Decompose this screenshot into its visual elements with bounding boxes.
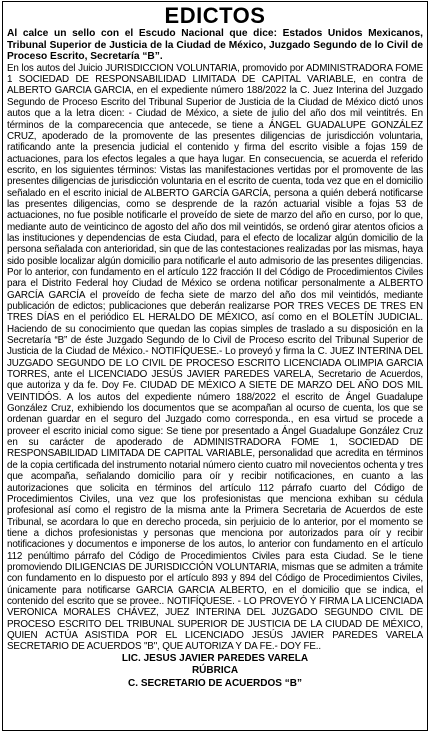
notice-heading: Al calce un sello con el Escudo Nacional que dice: Estados Unidos Mexicanos, Tribunal Superior de Justicia de la Ciudad de México, Juzgado Segundo de lo Civil de Proceso Escrito, Secretaría “B”.: [7, 28, 423, 63]
notice-title: EDICTOS: [164, 3, 266, 28]
legal-notice: [2, 1, 428, 731]
signature-mark: RÚBRICA: [191, 665, 239, 677]
signature-title: C. SECRETARIO DE ACUERDOS “B”: [128, 677, 302, 689]
signature-name: LIC. JESUS JAVIER PAREDES VARELA: [121, 652, 309, 664]
notice-body: En los autos del Juicio JURISDICCION VOLUNTARIA, promovido por ADMINISTRADORA FOME 1 SOCIEDAD DE RESPONSABILIDAD LIMITADA DE CAPITAL VARIABLE, en contra de ALBERTO GARCIA GARCIA, en el expediente número 188/2022 la C. Juez Interina del Juzgado Segundo de Proceso Escrito del Tribunal Superior de Justicia de la Ciudad de México dictó unos autos que a la letra dicen: - Ciudad de México, a siete de julio del año dos mil veintitrés. En términos de la comparecencia que antecede, se tiene a ÁNGEL GUADALUPE GONZÁLEZ CRUZ, apoderado de la promovente de las presentes diligencias de jurisdicción voluntaria, ratificando ante la presencia judicial el contenido y firma del escrito visible a fojas 159 de actuaciones, para los efectos legales a que haya lugar. En consecuencia, se acuerda el referido escrito, en los siguientes términos: Vistas las manifestaciones vertidas por el promovente de las presentes diligencias de jurisdicción voluntaria en el escrito de cuenta, toda vez que en el domicilio señalado en el escrito inicial de ALBERTO GARCÍA GARCÍA, persona a quién deberá notificarse las presentes diligencias, como se desprende de la razón actuarial visible a fojas 53 de actuaciones, no fue posible notificarle el proveído de siete de marzo del año en curso, por lo que, mediante auto de veinticinco de agosto del año dos mil veintidós, se ordenó girar atentos oficios a las instituciones y dependencias de esta Ciudad, para el efecto de localizar algún domicilio de la persona señalada con anterioridad, sin que de las contestaciones realizadas por las mismas, haya sido posible localizar algún domicilio para notificarle el auto admisorio de las presentes diligencias. Por lo anterior, con fundamento en el artículo 122 fracción II del Código de Procedimientos Civiles para el Distrito Federal hoy Ciudad de México se ordena notificar personalmente a ALBERTO GARCÍA GARCÍA el proveído de fecha siete de marzo del año dos mil veintidós, mediante publicación de edictos; publicaciones que deberán realizarse POR TRES VECES DE TRES EN TRES DÍAS en el periódico EL HERALDO DE MÉXICO, así como en el BOLETÍN JUDICIAL. Haciendo de su conocimiento que quedan las copias simples de traslado a su disposición en la Secretaría “B” de éste Juzgado Segundo de lo Civil de Proceso escrito del Tribunal Superior de Justicia de la Ciudad de México.- NOTIFÍQUESE.- Lo proveyó y firma la C. JUEZ INTERINA DEL JUZGADO SEGUNDO DE LO CIVIL DE PROCESO ESCRITO LICENCIADA OLIMPIA GARCIA TORRES, ante el LICENCIADO JESÚS JAVIER PAREDES VARELA, Secretario de Acuerdos, que autoriza y da fe. Doy Fe. CIUDAD DE MÉXICO A SIETE DE MARZO DEL AÑO DOS MIL VEINTIDÓS. A los autos del expediente número 188/2022 el escrito de Ángel Guadalupe González Cruz, exhibiendo los documentos que se acompañan al ocurso de cuenta, los que se ordenan guardar en el seguro del Juzgado como corresponda., en esa virtud se procede a proveer el escrito inicial como sigue: Se tiene por presentado a Ángel Guadalupe González Cruz en su carácter de apoderado de ADMINISTRADORA FOME 1, SOCIEDAD DE RESPONSABILIDAD LIMITADA DE CAPITAL VARIABLE, personalidad que acredita en términos de la copia certificada del instrumento notarial número ciento cuatro mil novecientos ochenta y tres que acompaña, señalando domicilio para oír y recibir notificaciones, en cuanto a las autorizaciones que solicita en términos del artículo 112 párrafo cuarto del Código de Procedimientos Civiles, una vez que los profesionistas que menciona exhiban su cédula profesional así como el registro de la misma ante la Primera Secretaria de Acuerdos de este Tribunal, se acordara lo que en derecho proceda, sin perjuicio de lo anterior, por el momento se tiene a dichos profesionistas y personas que menciona por autorizados para oír y recibir notificaciones y documentos e imponerse de los autos, lo anterior con fundamento en el artículo 112 penúltimo párrafo del Código de Procedimientos Civiles para esta Ciudad. Se le tiene promoviendo DILIGENCIAS DE JURISDICCIÓN VOLUNTARIA, mismas que se admiten a trámite con fundamento en lo dispuesto por el artículo 893 y 894 del Código de Procedimientos Civiles, únicamente para notificarse GARCIA GARCIA ALBERTO, en el domicilio que se indica, el contenido del escrito que se provee.. NOTIFÍQUESE. - LO PROVEYÓ Y FIRMA LA LICENCIADA VERONICA MORALES CHÁVEZ, JUEZ INTERINA DEL JUZGADO SEGUNDO CIVIL DE PROCESO ESCRITO DEL TRIBUNAL SUPERIOR DE JUSTICIA DE LA CIUDAD DE MÉXICO, QUIEN ACTÚA ASISTIDA POR EL LICENCIADO JESÚS JAVIER PAREDES VARELA SECRETARIO DE ACUERDOS "B", QUE AUTORIZA Y DA FE.- DOY FE..: [7, 62, 423, 653]
